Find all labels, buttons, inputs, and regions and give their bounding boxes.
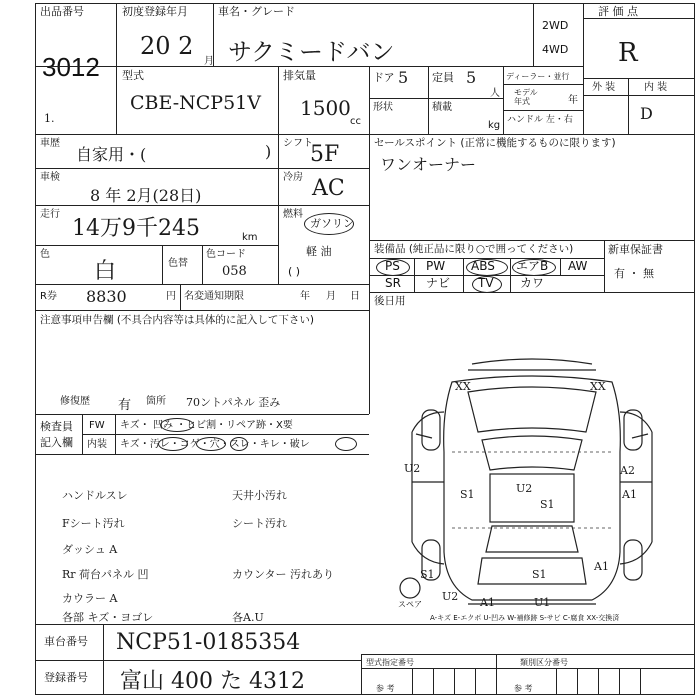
ref-label-1: 参 考 xyxy=(376,684,395,693)
equip-sr: SR xyxy=(385,276,401,290)
mark-10: A1 xyxy=(480,596,495,609)
exterior-label: 外 装 xyxy=(592,82,616,93)
mark-14: A1 xyxy=(594,560,609,573)
mark-3: U2 xyxy=(404,462,421,475)
inspector-label-1: 検査員 xyxy=(40,420,73,433)
mileage-value: 14万9千245 xyxy=(72,216,200,241)
note-9: 各A.U xyxy=(232,611,264,624)
fuel-label: 燃料 xyxy=(283,209,303,220)
chassis-label: 車台番号 xyxy=(44,635,88,648)
displacement-unit: cc xyxy=(350,116,361,127)
type-designation-label: 型式指定番号 xyxy=(366,658,414,667)
displacement-label: 排気量 xyxy=(283,69,316,82)
mark-7: A2 xyxy=(620,464,635,477)
shift-value: 5F xyxy=(310,142,340,167)
notes-label: 注意事項申告欄 (不具合内容等は具体的に記入して下さい) xyxy=(40,314,315,326)
doors-value: 5 xyxy=(398,68,409,87)
note-3: Fシート汚れ xyxy=(62,517,125,530)
mark-6: S1 xyxy=(540,498,555,511)
repair-label: 修復歴 xyxy=(60,396,90,407)
interior-inspect-label: 内装 xyxy=(87,439,107,450)
recycle-label: R券 xyxy=(40,291,57,302)
color-code-value: 058 xyxy=(222,264,247,279)
drive-2wd: 2WD xyxy=(542,19,569,32)
note-2: 天井小汚れ xyxy=(232,489,287,502)
spare-label: スペア xyxy=(398,600,422,609)
grade-value: R xyxy=(618,38,638,68)
type-label: 型式 xyxy=(122,69,144,82)
name-change-month: 月 xyxy=(326,291,336,302)
inspection-label: 車検 xyxy=(40,172,60,183)
load-label: 積載 xyxy=(432,102,452,113)
drive-4wd: 4WD xyxy=(542,43,569,56)
capacity-unit: 人 xyxy=(490,88,500,99)
mark-8: A1 xyxy=(622,488,637,501)
mark-4: S1 xyxy=(460,488,475,501)
reg-value: 富山 400 た 4312 xyxy=(120,669,305,694)
color-label: 色 xyxy=(40,249,50,260)
note-1: ハンドルスレ xyxy=(62,489,128,502)
fuel-gasoline: ガソリン xyxy=(310,217,354,230)
doors-label: ドア xyxy=(373,71,395,84)
mark-1: XX xyxy=(455,380,471,393)
fw-label: FW xyxy=(89,420,105,431)
history-label: 車歴 xyxy=(40,138,60,149)
note-5: ダッシュ A xyxy=(62,543,118,556)
color-code-label: 色コード xyxy=(206,249,246,260)
note-6: Rr 荷台パネル 凹 xyxy=(62,568,149,581)
recycle-unit: 円 xyxy=(166,291,176,302)
equipment-label: 装備品 (純正品に限り○で囲ってください) xyxy=(374,243,574,255)
history-close: ) xyxy=(265,142,272,161)
color-value: 白 xyxy=(94,259,117,284)
mark-5: U2 xyxy=(516,482,533,495)
location-value: 70ントパネル 歪み xyxy=(186,396,281,409)
first-reg-value: 20 2 xyxy=(140,32,194,60)
mark-2: XX xyxy=(590,380,606,393)
ac-value: AC xyxy=(312,176,345,201)
handle-label: ハンドル 左・右 xyxy=(507,115,573,125)
warranty-value: 有 ・ 無 xyxy=(614,267,654,280)
reg-label: 登録番号 xyxy=(44,671,88,684)
name-change-day: 日 xyxy=(350,291,360,302)
first-reg-month-unit: 月 xyxy=(204,56,214,67)
equip-abs: ABS xyxy=(471,259,495,273)
history-value: 自家用・( xyxy=(76,145,147,164)
interior-value: D xyxy=(640,104,653,123)
model-year-unit: 年 xyxy=(568,95,578,106)
equip-tv: TV xyxy=(478,276,494,290)
note-4: シート汚れ xyxy=(232,517,287,530)
selling-points-value: ワンオーナー xyxy=(380,155,477,174)
grade-label: 評 価 点 xyxy=(598,5,638,18)
model-value: サクミードバン xyxy=(228,38,395,66)
first-reg-label: 初度登録年月 xyxy=(122,5,188,18)
selling-points-label: セールスポイント (正常に機能するものに限ります) xyxy=(374,137,616,149)
dealer-label: ディーラー・並行 xyxy=(506,72,570,81)
rear-note-label: 後日用 xyxy=(374,295,406,307)
equip-leather: カワ xyxy=(520,276,545,290)
chassis-value: NCP51-0185354 xyxy=(116,630,301,655)
location-label: 箇所 xyxy=(146,396,166,407)
capacity-label: 定員 xyxy=(432,71,454,84)
color-tone-label: 色替 xyxy=(168,258,188,269)
name-change-year: 年 xyxy=(300,291,310,302)
lot-number: 3012 xyxy=(42,52,100,82)
capacity-value: 5 xyxy=(466,68,477,87)
fuel-diesel: 軽 油 xyxy=(306,245,332,258)
equip-pw: PW xyxy=(426,259,446,273)
model-year-label: モデル 年式 xyxy=(514,88,538,106)
note-10: カウンター 汚れあり xyxy=(232,568,335,581)
load-unit: kg xyxy=(488,120,501,131)
warranty-label: 新車保証書 xyxy=(608,243,663,256)
type-value: CBE-NCP51V xyxy=(130,92,261,114)
interior-label: 内 装 xyxy=(644,82,668,93)
category-label: 類別区分番号 xyxy=(520,658,568,667)
mark-11: S1 xyxy=(532,568,547,581)
fw-items: キズ・ 凹み ・ヒビ割・リペア跡・X要 xyxy=(120,420,293,431)
recycle-value: 8830 xyxy=(86,287,127,306)
mark-12: U1 xyxy=(534,596,551,609)
lot-label: 出品番号 xyxy=(40,5,84,18)
ac-label: 冷房 xyxy=(283,172,303,183)
inspection-value: 8 年 2月(28日) xyxy=(90,186,202,205)
model-label: 車名・グレード xyxy=(218,5,295,18)
displacement-value: 1500 xyxy=(300,96,351,120)
ref-label-2: 参 考 xyxy=(514,684,533,693)
equip-aw: AW xyxy=(568,259,588,273)
note-8: 各部 キズ・ヨゴレ xyxy=(62,611,154,624)
inspector-label-2: 記入欄 xyxy=(40,436,73,449)
note-7: カウラー A xyxy=(62,592,118,605)
mark-13: S1 xyxy=(420,568,435,581)
equip-airbag: エアB xyxy=(516,259,549,273)
equip-navi: ナビ xyxy=(426,276,451,290)
name-change-label: 名変通知期限 xyxy=(184,291,244,302)
shift-label: シフト xyxy=(283,138,313,149)
mark-9: U2 xyxy=(442,590,459,603)
shape-label: 形状 xyxy=(373,102,393,113)
fuel-paren: ( ) xyxy=(288,265,301,278)
equip-ps: PS xyxy=(385,259,400,273)
repair-value: 有 xyxy=(118,398,132,413)
interior-inspect-items: キズ・汚レ・コゲ・穴・スレ・キレ・破レ xyxy=(120,439,310,450)
mileage-label: 走行 xyxy=(40,209,60,220)
type-small-mark: 1. xyxy=(44,112,55,125)
damage-legend: A-キズ E-エクボ U-凹み W-補修跡 S-サビ C-腐食 XX-交換済 xyxy=(430,614,620,622)
mileage-unit: km xyxy=(242,232,258,243)
